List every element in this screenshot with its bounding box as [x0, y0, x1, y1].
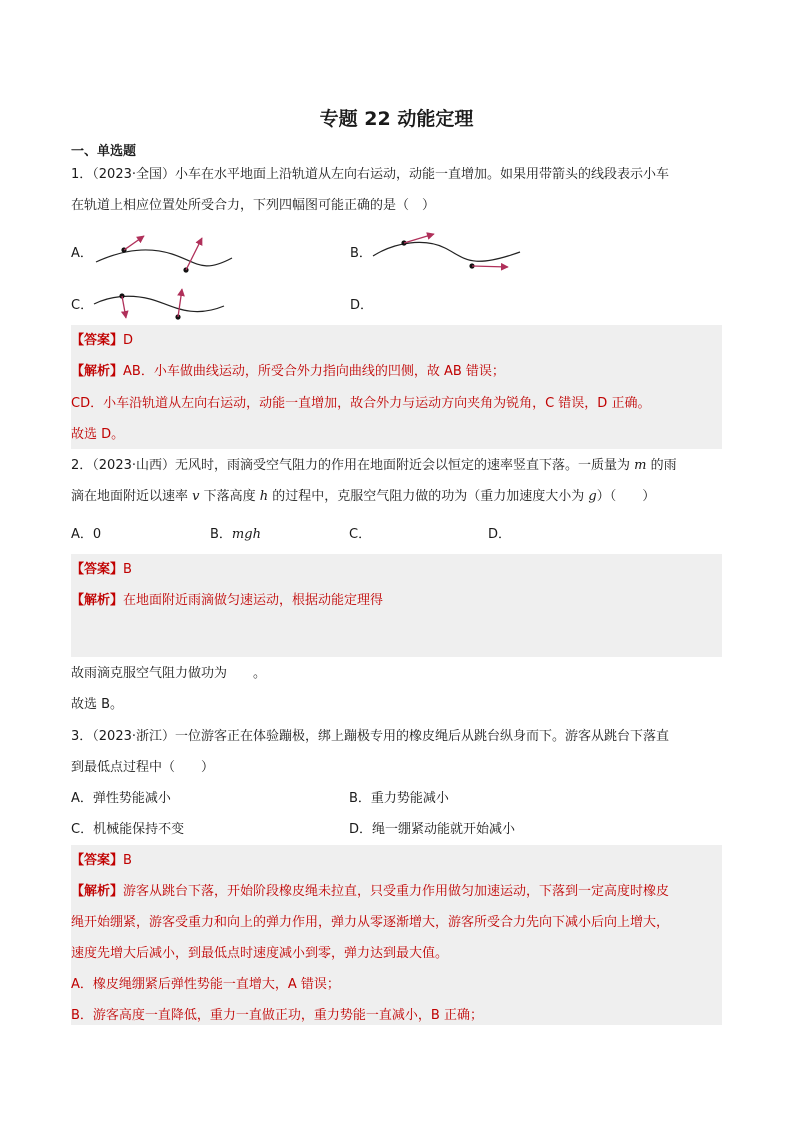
q2-stem-line1 [71, 458, 677, 474]
q2-stem-line2 [71, 489, 655, 505]
q3-analysis-line5: B．游客高度一直降低，重力一直做正功，重力势能一直减小，B 正确； [71, 1008, 483, 1023]
q1-answer [71, 333, 133, 349]
analysis-label: 【解析】 [71, 364, 124, 379]
analysis-label: 【解析】 [71, 593, 124, 608]
answer-value: B [123, 562, 132, 577]
q2-analysis-line1 [71, 593, 383, 609]
q3-option-d: D．绳一绷紧动能就开始减小 [349, 822, 516, 837]
analysis-label: 【解析】 [71, 884, 124, 899]
answer-value: D [123, 333, 134, 348]
q3-option-b: B．重力势能减小 [349, 791, 449, 806]
q2-answer [71, 562, 132, 578]
force-arrow [404, 234, 434, 243]
q3-option-a: A．弹性势能减小 [71, 791, 171, 806]
q1-analysis-line2: CD．小车沿轨道从左向右运动，动能一直增加，故合外力与运动方向夹角为锐角，C 错误，D 正确。 [71, 396, 651, 411]
q2-text: ）（ ） [596, 489, 656, 504]
force-arrow [122, 296, 126, 318]
q1-option-b-label: B． [350, 246, 372, 261]
answer-value: B [123, 853, 132, 868]
q2-analysis-line2: 故雨滴克服空气阻力做功为 。 [71, 666, 267, 681]
q1-analysis-line1 [71, 364, 505, 380]
q1-analysis-line3: 故选 D。 [71, 427, 125, 442]
q2-text: 的过程中，克服空气阻力做的功为（重力加速度大小为 [268, 489, 589, 504]
q3-answer-panel [71, 845, 722, 1025]
answer-label: 【答案】 [71, 333, 124, 348]
q2-var-m: m [634, 458, 647, 473]
q2-analysis-line3: 故选 B。 [71, 697, 124, 712]
q2-text: 的雨 [646, 458, 677, 473]
q2-var-v: v [192, 489, 200, 504]
q3-analysis-line1 [71, 884, 669, 900]
option-label: B． [210, 527, 232, 542]
q3-analysis-line3: 速度先增大后减小，到最低点时速度减小到零，弹力达到最大值。 [71, 946, 449, 961]
track-curve [96, 250, 232, 266]
q3-analysis-line4: A．橡皮绳绷紧后弹性势能一直增大，A 错误； [71, 977, 340, 992]
q2-text: 2．（2023·山西）无风时，雨滴受空气阻力的作用在地面附近会以恒定的速率竖直下落。一质量为 [71, 458, 635, 473]
q1-option-b-diagram [370, 228, 525, 276]
section-heading: 一、单选题 [71, 144, 137, 159]
track-curve [373, 242, 520, 261]
q3-stem-line1: 3．（2023·浙江）一位游客正在体验蹦极，绑上蹦极专用的橡皮绳后从跳台纵身而下。游客从跳台下落直 [71, 729, 669, 744]
q3-option-c: C．机械能保持不变 [71, 822, 185, 837]
force-arrow [178, 289, 182, 317]
analysis-text: 在地面附近雨滴做匀速运动，根据动能定理得 [123, 593, 384, 608]
q1-option-a-label: A． [71, 246, 93, 261]
q2-text: 下落高度 [199, 489, 260, 504]
q1-answer-panel [71, 325, 722, 449]
force-arrow [124, 236, 144, 250]
q1-option-c-label: C． [71, 298, 94, 313]
q2-option-b [210, 527, 261, 543]
q2-var-g: g [588, 489, 597, 504]
answer-label: 【答案】 [71, 562, 124, 577]
q1-option-c-diagram [90, 284, 230, 324]
q2-option-a: A．0 [71, 527, 102, 542]
option-value: mgh [231, 527, 261, 542]
q3-analysis-line2: 绳开始绷紧，游客受重力和向上的弹力作用，弹力从零逐渐增大，游客所受合力先向下减小后向上增大， [71, 915, 670, 930]
q1-option-a-diagram [92, 232, 237, 277]
q3-stem-line2: 到最低点过程中（ ） [71, 760, 215, 775]
q2-option-d: D． [488, 527, 512, 542]
analysis-text: AB．小车做曲线运动，所受合外力指向曲线的凹侧，故 AB 错误； [123, 364, 505, 379]
q1-stem-line2: 在轨道上相应位置处所受合力，下列四幅图可能正确的是（ ） [71, 198, 436, 213]
q2-var-h: h [259, 489, 269, 504]
q1-stem-line1: 1．（2023·全国）小车在水平地面上沿轨道从左向右运动，动能一直增加。如果用带箭头的线段表示小车 [71, 167, 669, 182]
track-curve [94, 296, 224, 311]
q2-option-c: C． [349, 527, 372, 542]
q2-text: 滴在地面附近以速率 [71, 489, 193, 504]
analysis-text: 游客从跳台下落，开始阶段橡皮绳未拉直，只受重力作用做匀加速运动，下落到一定高度时橡皮 [123, 884, 670, 899]
q3-answer [71, 853, 132, 869]
page-title: 专题 22 动能定理 [319, 108, 474, 130]
force-arrow [472, 266, 508, 267]
answer-label: 【答案】 [71, 853, 124, 868]
q1-option-d-label: D． [350, 298, 374, 313]
